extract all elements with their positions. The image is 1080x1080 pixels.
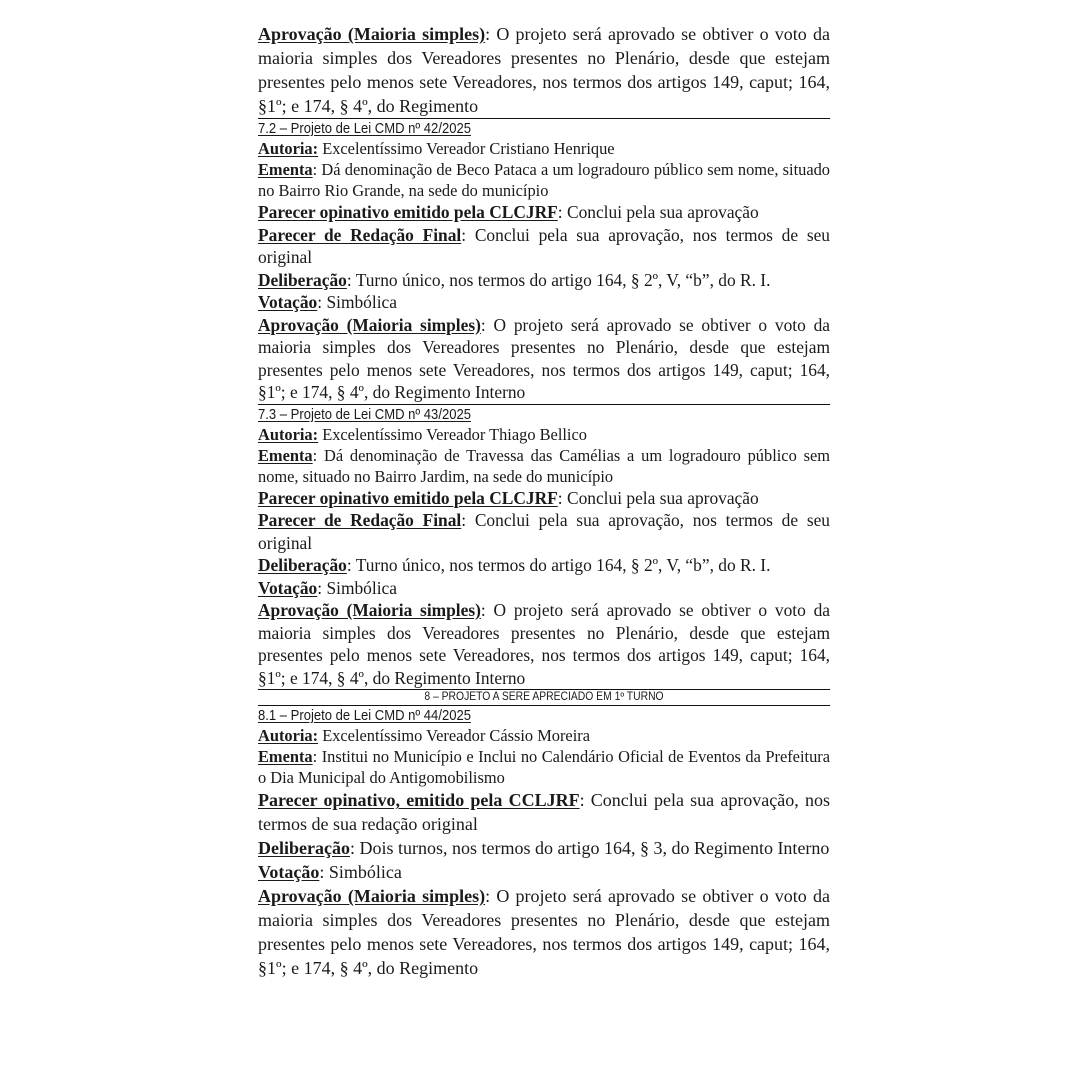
ementa-label: Ementa — [258, 747, 313, 766]
autoria-label: Autoria: — [258, 139, 319, 158]
autoria-label: Autoria: — [258, 726, 319, 745]
parecer-redacao-text: : Conclui pela sua aprovação, nos termos de seu original — [258, 224, 830, 267]
ementa-label: Ementa — [258, 445, 313, 465]
deliberacao-label: Deliberação — [258, 838, 350, 858]
parecer-ccljrf-label: Parecer opinativo, emitido pela CCLJRF — [258, 790, 580, 810]
item-heading: 7.2 – Projeto de Lei CMD nº 42/2025 — [258, 121, 471, 137]
votacao-line — [258, 860, 830, 884]
parecer-redacao-line — [258, 509, 830, 554]
deliberacao-text: : Turno único, nos termos do artigo 164, § 2º, V, “b”, do R. I. — [346, 269, 771, 290]
deliberacao-line — [258, 836, 830, 860]
deliberacao-label: Deliberação — [258, 555, 347, 575]
parecer-clcjrf-line — [258, 201, 830, 224]
votacao-text: : Simbólica — [317, 292, 397, 312]
deliberacao-label: Deliberação — [258, 269, 347, 290]
aprovacao-text: : O projeto será aprovado se obtiver o voto da maioria simples dos Vereadores presentes no Plenário, desde que estejam presentes pelo menos sete Vereadores, nos termos dos artigos 149, caput; 164, §1º; e 174, § 4º, do Regimento — [258, 24, 831, 116]
aprovacao-line — [258, 599, 830, 689]
votacao-line — [258, 291, 830, 314]
aprovacao-text: : O projeto será aprovado se obtiver o voto da maioria simples dos Vereadores presentes no Plenário, desde que estejam presentes pelo menos sete Vereadores, nos termos dos artigos 149, caput; 164, §1º; e 174, § 4º, do Regimento — [258, 886, 831, 978]
parecer-redacao-label: Parecer de Redação Final — [258, 510, 462, 530]
aprovacao-label: Aprovação (Maioria simples) — [258, 886, 486, 906]
parecer-clcjrf-label: Parecer opinativo emitido pela CLCJRF — [258, 487, 558, 508]
parecer-redacao-text: : Conclui pela sua aprovação, nos termos de seu original — [258, 510, 830, 553]
parecer-ccljrf-text: : Conclui pela sua aprovação, nos termos de sua redação original — [258, 790, 830, 834]
parecer-redacao-label: Parecer de Redação Final — [258, 224, 462, 245]
item-heading: 8.1 – Projeto de Lei CMD nº 44/2025 — [258, 708, 471, 724]
ementa-text: : Institui no Município e Inclui no Calendário Oficial de Eventos da Prefeitura o Dia Municipal do Antigomobilismo — [258, 747, 830, 787]
section-heading: 8 – PROJETO A SERE APRECIADO EM 1º TURNO — [424, 691, 664, 703]
parecer-clcjrf-label: Parecer opinativo emitido pela CLCJRF — [258, 202, 558, 222]
deliberacao-line — [258, 554, 830, 577]
aprovacao-text: : O projeto será aprovado se obtiver o voto da maioria simples dos Vereadores presentes no Plenário, desde que estejam presentes pelo menos sete Vereadores, nos termos dos artigos 149, caput; 164, §1º; e 174, § 4º, do Regimento Interno — [258, 600, 830, 688]
votacao-label: Votação — [258, 292, 318, 312]
item-7-3 — [258, 405, 830, 690]
ementa-line — [258, 159, 830, 201]
deliberacao-line — [258, 269, 830, 292]
item-8-1 — [258, 706, 830, 980]
parecer-clcjrf-line — [258, 487, 830, 510]
parecer-redacao-line — [258, 224, 830, 269]
votacao-label: Votação — [258, 577, 318, 598]
votacao-label: Votação — [258, 862, 320, 882]
autoria-text: Excelentíssimo Vereador Cássio Moreira — [318, 726, 590, 745]
autoria-text: Excelentíssimo Vereador Cristiano Henrique — [318, 139, 615, 158]
autoria-line — [258, 424, 830, 445]
autoria-line — [258, 725, 830, 746]
votacao-text: : Simbólica — [319, 862, 402, 882]
aprovacao-label: Aprovação (Maioria simples) — [258, 314, 481, 335]
votacao-line — [258, 577, 830, 600]
parecer-clcjrf-text: : Conclui pela sua aprovação — [557, 202, 759, 222]
deliberacao-text: : Dois turnos, nos termos do artigo 164, § 3, do Regimento Interno — [349, 838, 830, 858]
parecer-ccljrf-line — [258, 788, 830, 836]
item-7-2 — [258, 119, 830, 404]
document-page — [258, 22, 830, 980]
votacao-text: : Simbólica — [317, 577, 397, 598]
parecer-clcjrf-text: : Conclui pela sua aprovação — [557, 487, 759, 508]
aprovacao-text: : O projeto será aprovado se obtiver o voto da maioria simples dos Vereadores presentes no Plenário, desde que estejam presentes pelo menos sete Vereadores, nos termos dos artigos 149, caput; 164, §1º; e 174, § 4º, do Regimento Interno — [258, 314, 830, 402]
autoria-line — [258, 138, 830, 159]
aprovacao-line — [258, 884, 830, 980]
deliberacao-text: : Turno único, nos termos do artigo 164, § 2º, V, “b”, do R. I. — [346, 555, 771, 575]
ementa-label: Ementa — [258, 160, 313, 179]
ementa-text: : Dá denominação de Beco Pataca a um logradouro público sem nome, situado no Bairro Rio Grande, na sede do município — [258, 160, 830, 200]
ementa-line — [258, 746, 830, 788]
item-heading: 7.3 – Projeto de Lei CMD nº 43/2025 — [258, 406, 471, 423]
autoria-label: Autoria: — [258, 424, 319, 444]
intro-aprovacao — [258, 22, 830, 118]
ementa-text: : Dá denominação de Travessa das Camélias a um logradouro público sem nome, situado no Bairro Jardim, na sede do município — [258, 445, 830, 486]
autoria-text: Excelentíssimo Vereador Thiago Bellico — [318, 424, 587, 444]
aprovacao-label: Aprovação (Maioria simples) — [258, 24, 486, 44]
ementa-line — [258, 445, 830, 487]
aprovacao-label: Aprovação (Maioria simples) — [258, 600, 481, 620]
aprovacao-line — [258, 314, 830, 404]
